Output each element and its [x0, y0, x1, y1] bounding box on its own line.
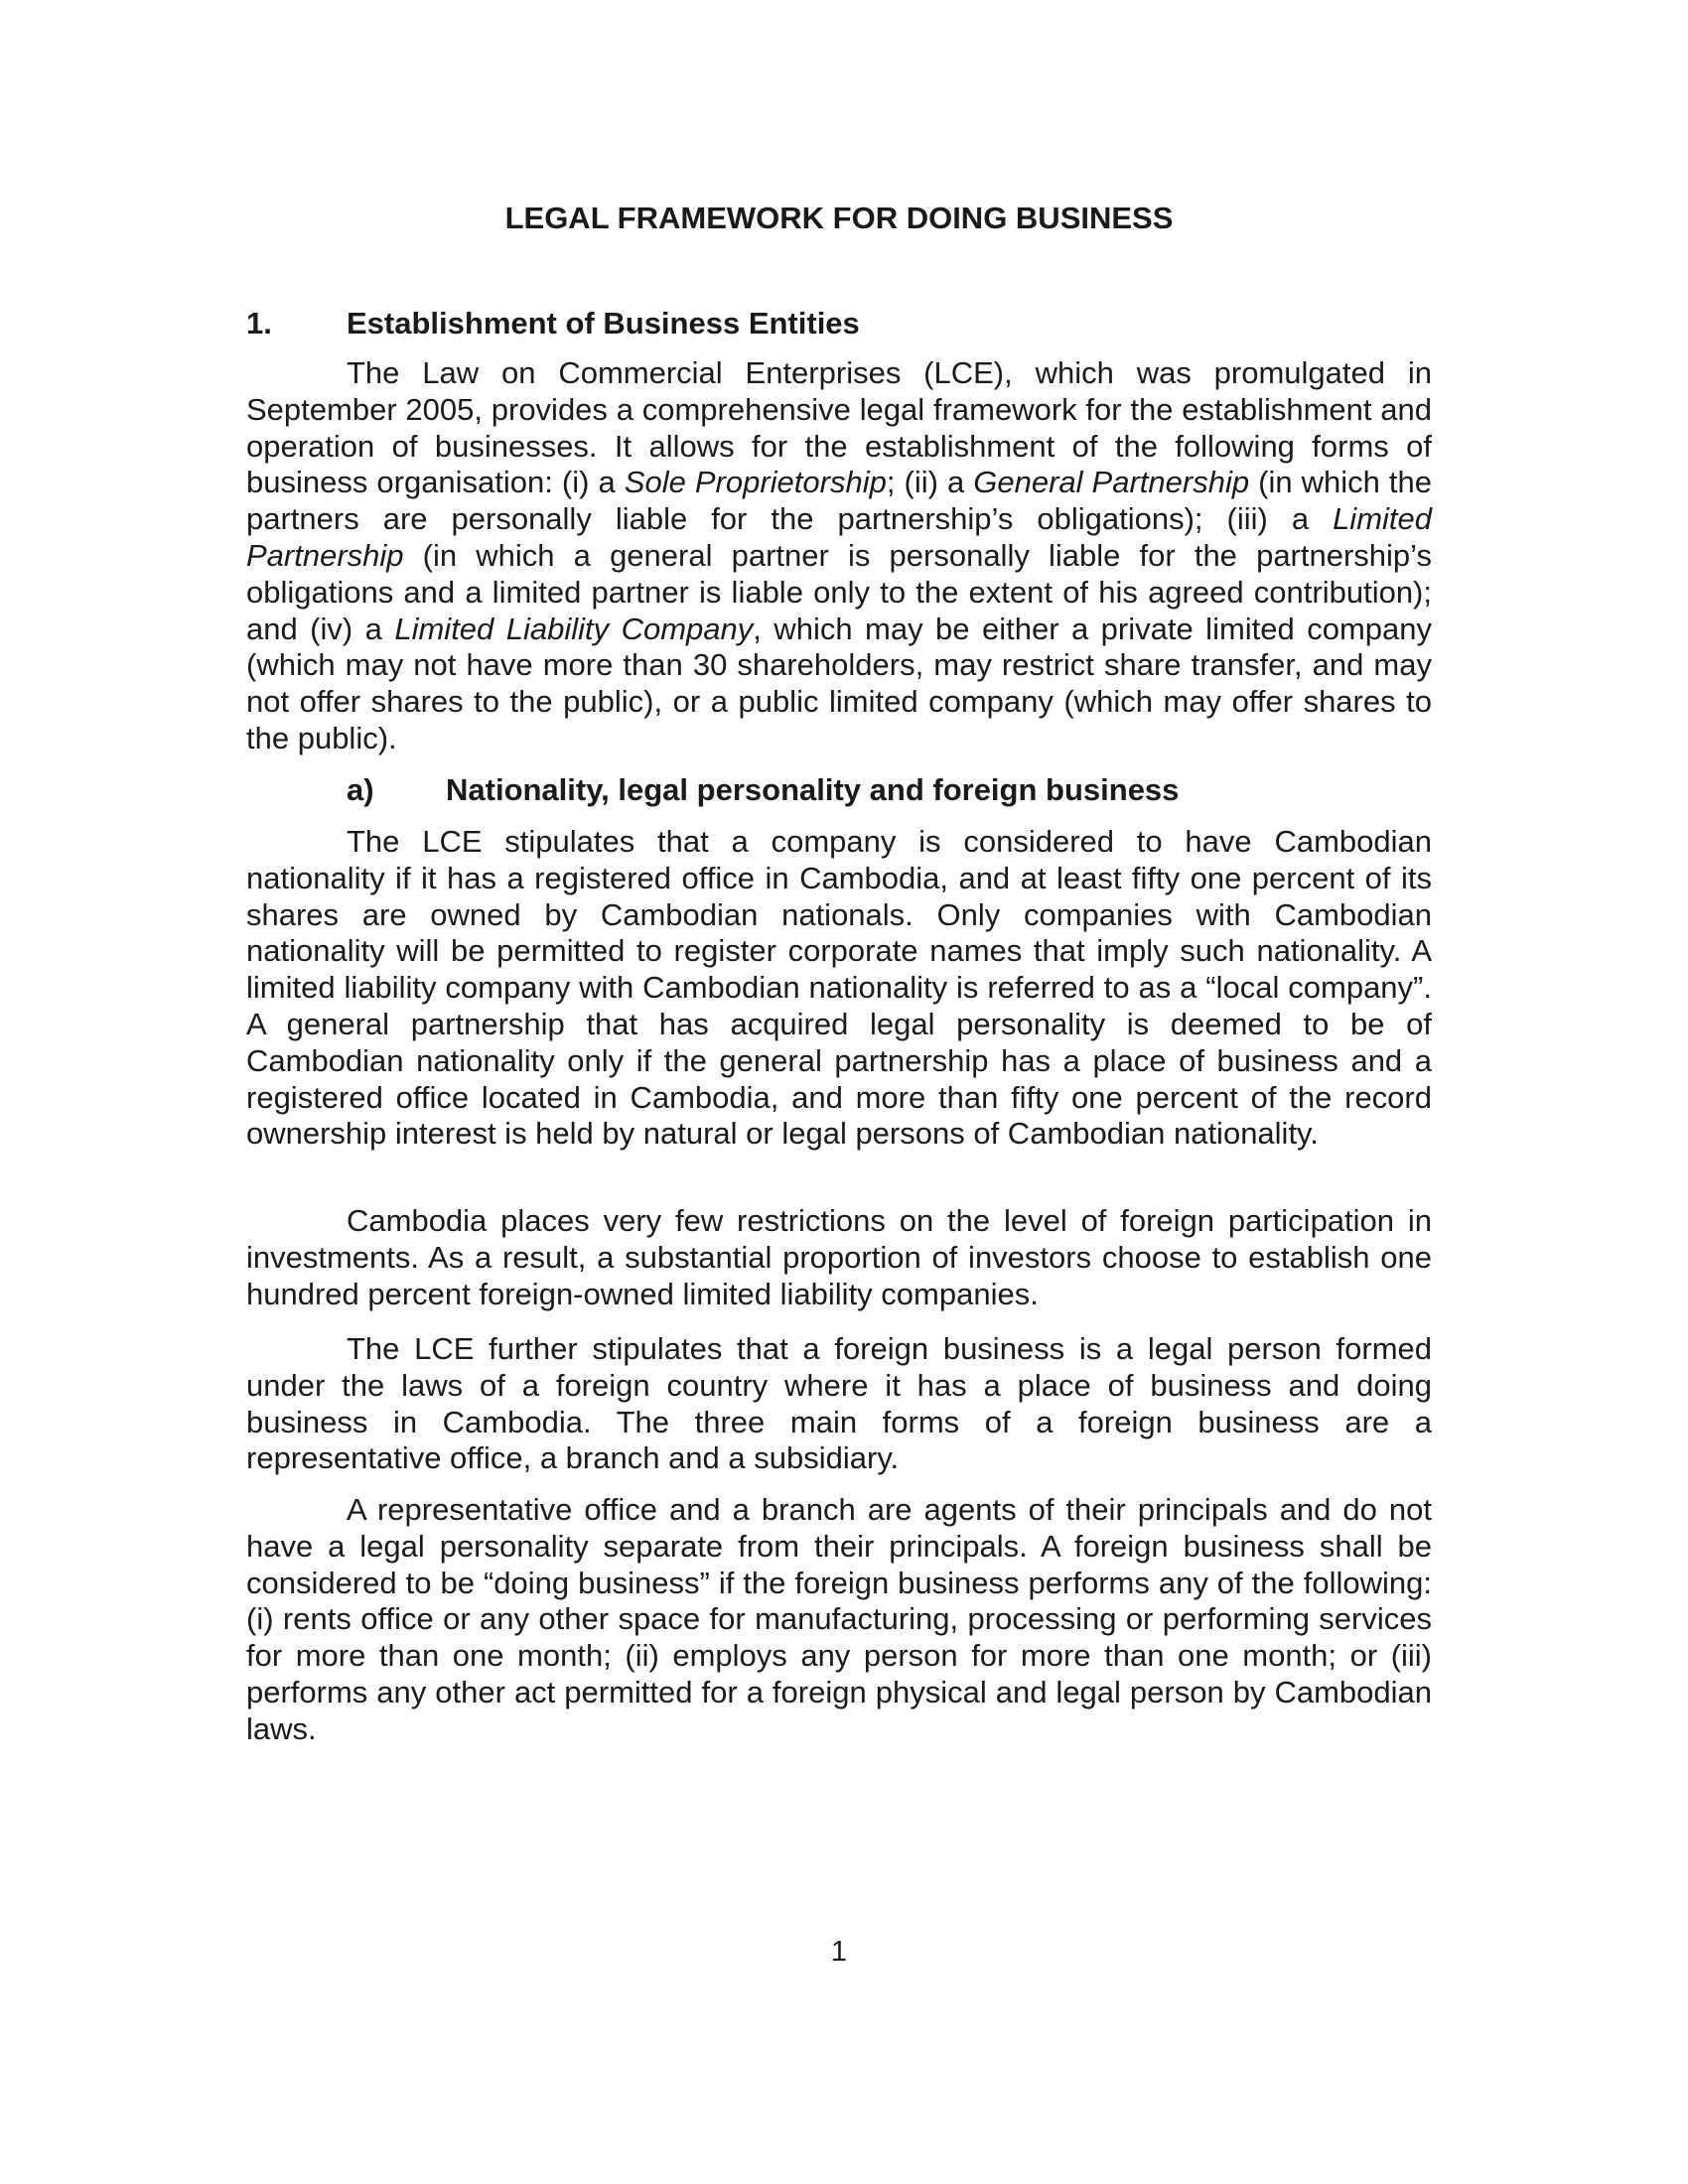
paragraph-block-2: [246, 824, 1432, 1153]
document-title: LEGAL FRAMEWORK FOR DOING BUSINESS: [504, 201, 1174, 235]
subsection-heading: [246, 770, 1432, 810]
paragraph-4: The LCE further stipulates that a foreign business is a legal person formed under the laws of a foreign country where it has a place of business and doing business in Cambodia. The three main forms of a foreign business are a representative office, a branch and a subsidiary.: [246, 1331, 1432, 1476]
term-limited-liability-company: Limited Liability Company: [394, 611, 754, 646]
paragraph-5: A representative office and a branch are agents of their principals and do not have a legal personality separate from their principals. A foreign business shall be considered to be “doing business” if the foreign business performs any of the following: (i) rents office or any other space for manufacturing, processing or performing services for more than one month; (ii) employs any person for more than one month; or (iii) performs any other act permitted for a foreign physical and legal person by Cambodian laws.: [246, 1492, 1432, 1746]
paragraph-1-text-1: The Law on Commercial Enterprises (LCE), which was promulgated in September 2005, provides a comprehensive legal framework for the establishment and operation of businesses. It allows for the establishment of the following forms of business organisation: (i) a: [246, 355, 1432, 500]
paragraph-block-5: [246, 1492, 1432, 1748]
paragraph-block-3: [246, 1203, 1432, 1312]
paragraph-3: Cambodia places very few restrictions on the level of foreign participation in investments. As a result, a substantial proportion of investors choose to establish one hundred percent foreign-owned limited liability companies.: [246, 1203, 1432, 1311]
term-sole-proprietorship: Sole Proprietorship: [624, 465, 887, 500]
paragraph-block-4: [246, 1331, 1432, 1477]
subsection-heading-text: Nationality, legal personality and foreign business: [446, 772, 1180, 807]
subsection-heading-block: [246, 770, 1432, 810]
paragraph-1-text-5: , which may be either a private limited company (which may not have more than 30 shareholders, may restrict share transfer, and may not offer shares to the public), or a public limited company (which may offer shares to the public).: [246, 611, 1432, 755]
section-number: 1.: [246, 306, 272, 341]
paragraph-1-text-4: (in which a general partner is personally liable for the partnership’s obligations and a limited partner is liable only to the extent of his agreed contribution); and (iv) a: [246, 537, 1432, 646]
section-heading: [246, 304, 1432, 343]
paragraph-1: [246, 355, 1432, 757]
paragraph-1-text-3: (in which the partners are personally liable for the partnership’s obligations); (iii) a: [246, 465, 1432, 537]
page-number: 1: [830, 1936, 848, 1968]
paragraph-1-text-2: ; (ii) a: [886, 465, 974, 500]
term-limited-partnership: Limited Partnership: [246, 501, 1432, 573]
section-heading-text: Establishment of Business Entities: [347, 306, 860, 341]
term-general-partnership: General Partnership: [973, 465, 1250, 500]
document-page: [246, 0, 1432, 2184]
subsection-number: a): [347, 772, 374, 807]
paragraph-2: The LCE stipulates that a company is considered to have Cambodian nationality if it has a registered office in Cambodia, and at least fifty one percent of its shares are owned by Cambodian nationals. Only companies with Cambodian nationality will be permitted to register corporate names that imply such nationality. A limited liability company with Cambodian nationality is referred to as a “local company”. A general partnership that has acquired legal personality is deemed to be of Cambodian nationality only if the general partnership has a place of business and a registered office located in Cambodia, and more than fifty one percent of the record ownership interest is held by natural or legal persons of Cambodian nationality.: [246, 824, 1432, 1152]
paragraph-block-1: [246, 355, 1432, 757]
